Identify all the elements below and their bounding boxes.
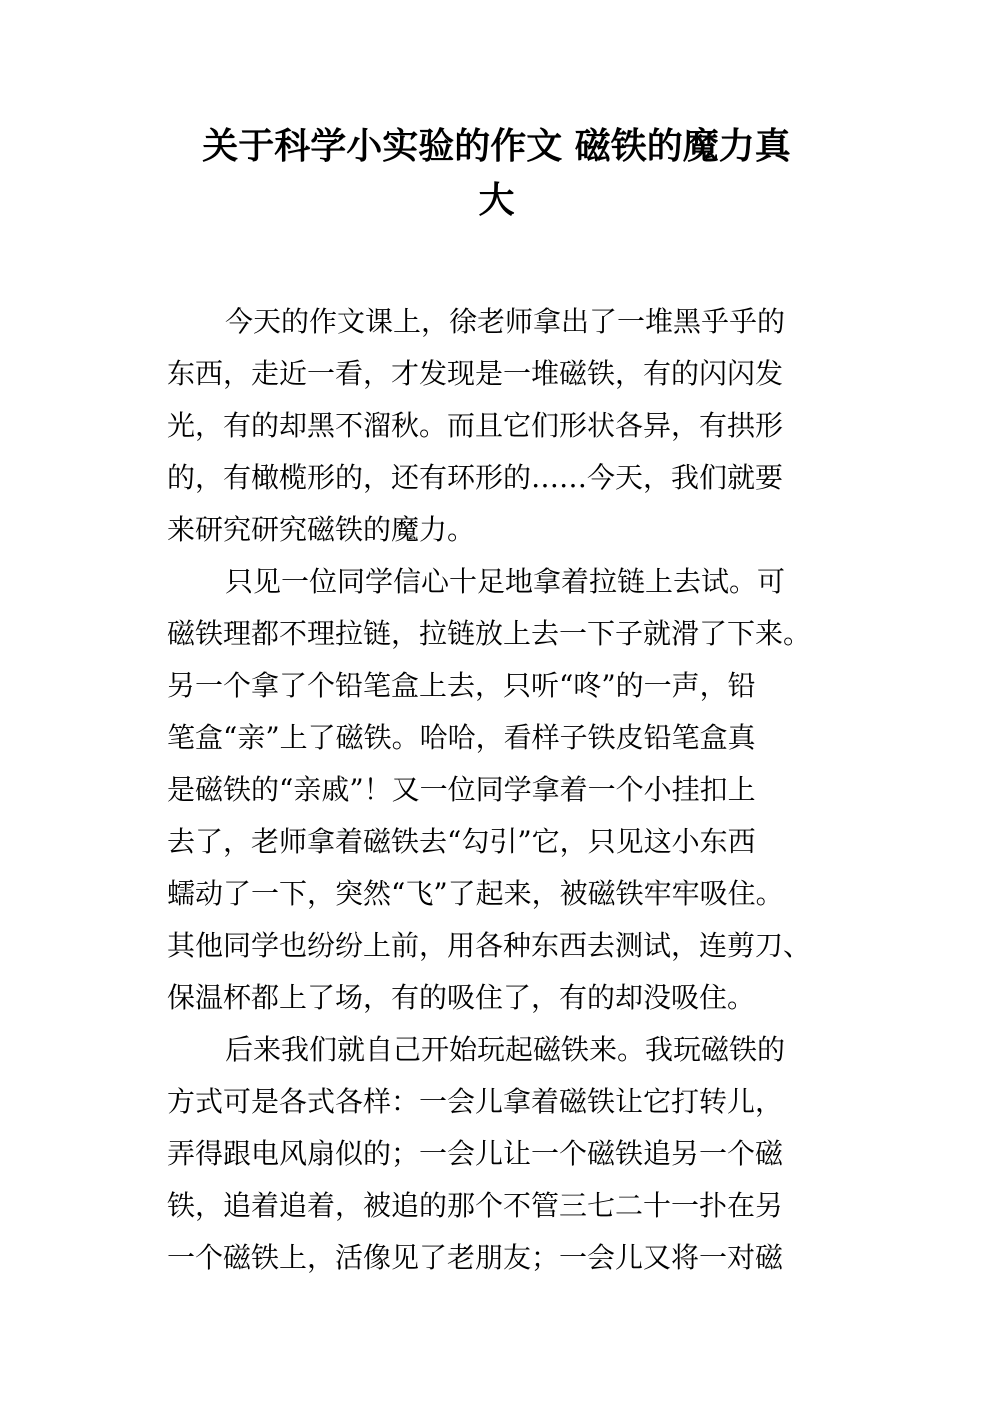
text-line: 铁，追着追着，被追的那个不管三七二十一扑在另 [167,1189,784,1222]
text-line: 今天的作文课上，徐老师拿出了一堆黑乎乎的 [225,305,786,338]
text-line: 另一个拿了个铅笔盒上去，只听“咚”的一声，铅 [167,669,756,702]
text-line: 后来我们就自己开始玩起磁铁来。我玩磁铁的 [225,1033,786,1066]
text-line: 方式可是各式各样：一会儿拿着磁铁让它打转儿， [167,1085,784,1118]
title-line-2: 大 [478,180,515,221]
text-line: 是磁铁的“亲戚”！又一位同学拿着一个小挂扣上 [167,773,756,806]
title-line-1: 关于科学小实验的作文 磁铁的魔力真 [202,126,791,167]
text-line: 保温杯都上了场，有的吸住了，有的却没吸住。 [167,981,756,1014]
text-line: 弄得跟电风扇似的；一会儿让一个磁铁追另一个磁 [167,1137,784,1170]
text-line: 其他同学也纷纷上前，用各种东西去测试，连剪刀、 [167,929,812,962]
text-line: 的，有橄榄形的，还有环形的……今天，我们就要 [167,461,784,494]
text-line: 去了，老师拿着磁铁去“勾引”它，只见这小东西 [167,825,756,858]
document-title [140,120,853,228]
text-line: 来研究研究磁铁的魔力。 [167,513,476,546]
text-line: 光，有的却黑不溜秋。而且它们形状各异，有拱形 [167,409,784,442]
text-line: 一个磁铁上，活像见了老朋友；一会儿又将一对磁 [167,1241,784,1274]
text-line: 磁铁理都不理拉链，拉链放上去一下子就滑了下来。 [167,617,812,650]
text-line: 蠕动了一下，突然“飞”了起来，被磁铁牢牢吸住。 [167,877,784,910]
text-line: 只见一位同学信心十足地拿着拉链上去试。可 [225,565,786,598]
text-line: 笔盒“亲”上了磁铁。哈哈，看样子铁皮铅笔盒真 [167,721,756,754]
document-body [167,296,847,1284]
text-line: 东西，走近一看，才发现是一堆磁铁，有的闪闪发 [167,357,784,390]
